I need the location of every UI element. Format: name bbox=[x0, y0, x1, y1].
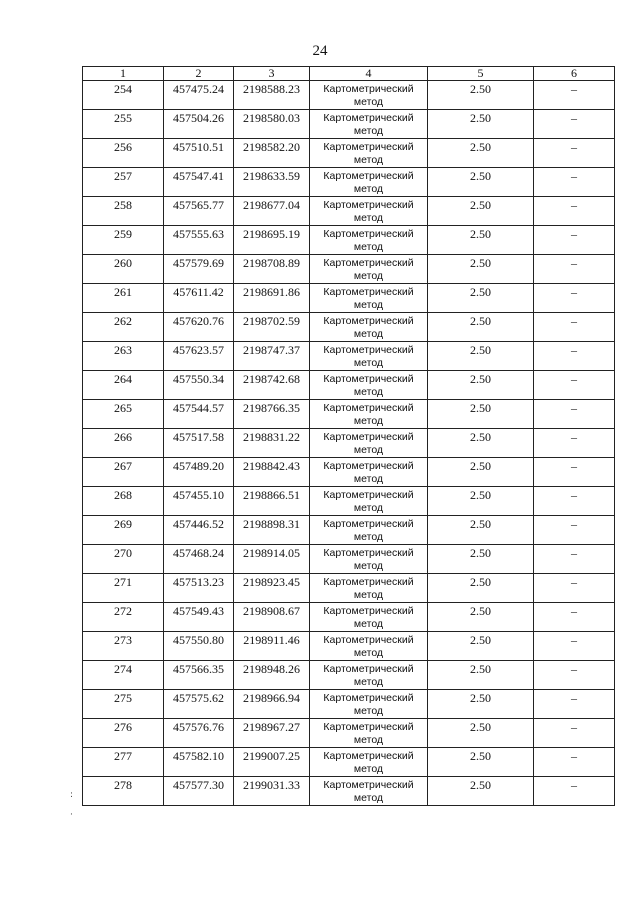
description-cell: – bbox=[534, 197, 615, 226]
table-row bbox=[83, 110, 615, 139]
method-cell: Картометрический метод bbox=[310, 226, 428, 255]
accuracy-cell: 2.50 bbox=[428, 313, 534, 342]
point-number-cell: 276 bbox=[83, 719, 164, 748]
accuracy-cell: 2.50 bbox=[428, 81, 534, 110]
accuracy-cell: 2.50 bbox=[428, 516, 534, 545]
point-number-cell: 269 bbox=[83, 516, 164, 545]
description-cell: – bbox=[534, 632, 615, 661]
table-row bbox=[83, 661, 615, 690]
point-number-cell: 259 bbox=[83, 226, 164, 255]
coordinate-x-cell: 457549.43 bbox=[164, 603, 234, 632]
coordinate-x-cell: 457550.34 bbox=[164, 371, 234, 400]
table-row bbox=[83, 226, 615, 255]
point-number-cell: 266 bbox=[83, 429, 164, 458]
accuracy-cell: 2.50 bbox=[428, 719, 534, 748]
coordinate-y-cell: 2198747.37 bbox=[234, 342, 310, 371]
accuracy-cell: 2.50 bbox=[428, 284, 534, 313]
method-cell: Картометрический метод bbox=[310, 719, 428, 748]
coordinates-table bbox=[82, 66, 615, 806]
coordinate-x-cell: 457577.30 bbox=[164, 777, 234, 806]
coordinate-x-cell: 457510.51 bbox=[164, 139, 234, 168]
coordinate-x-cell: 457582.10 bbox=[164, 748, 234, 777]
description-cell: – bbox=[534, 487, 615, 516]
method-cell: Картометрический метод bbox=[310, 168, 428, 197]
point-number-cell: 264 bbox=[83, 371, 164, 400]
method-cell: Картометрический метод bbox=[310, 777, 428, 806]
method-cell: Картометрический метод bbox=[310, 400, 428, 429]
page-number: 24 bbox=[312, 43, 328, 59]
coordinate-y-cell: 2198766.35 bbox=[234, 400, 310, 429]
point-number-cell: 257 bbox=[83, 168, 164, 197]
point-number-cell: 261 bbox=[83, 284, 164, 313]
method-cell: Картометрический метод bbox=[310, 197, 428, 226]
description-cell: – bbox=[534, 226, 615, 255]
method-cell: Картометрический метод bbox=[310, 690, 428, 719]
point-number-cell: 271 bbox=[83, 574, 164, 603]
description-cell: – bbox=[534, 603, 615, 632]
point-number-cell: 258 bbox=[83, 197, 164, 226]
coordinate-x-cell: 457623.57 bbox=[164, 342, 234, 371]
description-cell: – bbox=[534, 719, 615, 748]
accuracy-cell: 2.50 bbox=[428, 110, 534, 139]
description-cell: – bbox=[534, 690, 615, 719]
table-body bbox=[83, 81, 615, 806]
coordinate-x-cell: 457544.57 bbox=[164, 400, 234, 429]
accuracy-cell: 2.50 bbox=[428, 748, 534, 777]
coordinate-y-cell: 2198633.59 bbox=[234, 168, 310, 197]
point-number-cell: 263 bbox=[83, 342, 164, 371]
description-cell: – bbox=[534, 516, 615, 545]
coordinate-y-cell: 2199007.25 bbox=[234, 748, 310, 777]
coordinate-y-cell: 2198842.43 bbox=[234, 458, 310, 487]
table-row bbox=[83, 748, 615, 777]
point-number-cell: 270 bbox=[83, 545, 164, 574]
coordinate-y-cell: 2198914.05 bbox=[234, 545, 310, 574]
description-cell: – bbox=[534, 545, 615, 574]
coordinate-y-cell: 2198702.59 bbox=[234, 313, 310, 342]
coordinate-y-cell: 2198967.27 bbox=[234, 719, 310, 748]
coordinate-x-cell: 457468.24 bbox=[164, 545, 234, 574]
description-cell: – bbox=[534, 777, 615, 806]
accuracy-cell: 2.50 bbox=[428, 661, 534, 690]
method-cell: Картометрический метод bbox=[310, 429, 428, 458]
point-number-cell: 272 bbox=[83, 603, 164, 632]
coordinate-y-cell: 2198677.04 bbox=[234, 197, 310, 226]
table-row bbox=[83, 690, 615, 719]
method-cell: Картометрический метод bbox=[310, 284, 428, 313]
point-number-cell: 275 bbox=[83, 690, 164, 719]
coordinate-x-cell: 457565.77 bbox=[164, 197, 234, 226]
coordinate-x-cell: 457579.69 bbox=[164, 255, 234, 284]
coordinate-y-cell: 2198708.89 bbox=[234, 255, 310, 284]
method-cell: Картометрический метод bbox=[310, 748, 428, 777]
accuracy-cell: 2.50 bbox=[428, 603, 534, 632]
coordinate-y-cell: 2198898.31 bbox=[234, 516, 310, 545]
coordinate-x-cell: 457446.52 bbox=[164, 516, 234, 545]
accuracy-cell: 2.50 bbox=[428, 226, 534, 255]
point-number-cell: 265 bbox=[83, 400, 164, 429]
coordinate-x-cell: 457620.76 bbox=[164, 313, 234, 342]
accuracy-cell: 2.50 bbox=[428, 632, 534, 661]
description-cell: – bbox=[534, 748, 615, 777]
table-row bbox=[83, 81, 615, 110]
description-cell: – bbox=[534, 110, 615, 139]
coordinate-x-cell: 457576.76 bbox=[164, 719, 234, 748]
method-cell: Картометрический метод bbox=[310, 81, 428, 110]
accuracy-cell: 2.50 bbox=[428, 777, 534, 806]
accuracy-cell: 2.50 bbox=[428, 487, 534, 516]
description-cell: – bbox=[534, 458, 615, 487]
table-row bbox=[83, 545, 615, 574]
point-number-cell: 268 bbox=[83, 487, 164, 516]
coordinate-x-cell: 457513.23 bbox=[164, 574, 234, 603]
column-header: 2 bbox=[164, 67, 234, 81]
coordinate-y-cell: 2198966.94 bbox=[234, 690, 310, 719]
coordinate-y-cell: 2198580.03 bbox=[234, 110, 310, 139]
table-row bbox=[83, 574, 615, 603]
coordinate-x-cell: 457455.10 bbox=[164, 487, 234, 516]
margin-mark: : bbox=[70, 790, 74, 800]
method-cell: Картометрический метод bbox=[310, 371, 428, 400]
description-cell: – bbox=[534, 284, 615, 313]
method-cell: Картометрический метод bbox=[310, 487, 428, 516]
table-row bbox=[83, 516, 615, 545]
description-cell: – bbox=[534, 255, 615, 284]
table-row bbox=[83, 603, 615, 632]
point-number-cell: 260 bbox=[83, 255, 164, 284]
coordinate-y-cell: 2198911.46 bbox=[234, 632, 310, 661]
coordinate-y-cell: 2198691.86 bbox=[234, 284, 310, 313]
coordinate-x-cell: 457550.80 bbox=[164, 632, 234, 661]
table-row bbox=[83, 487, 615, 516]
coordinate-x-cell: 457517.58 bbox=[164, 429, 234, 458]
point-number-cell: 255 bbox=[83, 110, 164, 139]
point-number-cell: 274 bbox=[83, 661, 164, 690]
description-cell: – bbox=[534, 139, 615, 168]
accuracy-cell: 2.50 bbox=[428, 574, 534, 603]
description-cell: – bbox=[534, 342, 615, 371]
table-row bbox=[83, 371, 615, 400]
coordinate-y-cell: 2198923.45 bbox=[234, 574, 310, 603]
method-cell: Картометрический метод bbox=[310, 574, 428, 603]
coordinate-y-cell: 2198695.19 bbox=[234, 226, 310, 255]
table-row bbox=[83, 632, 615, 661]
method-cell: Картометрический метод bbox=[310, 516, 428, 545]
description-cell: – bbox=[534, 400, 615, 429]
table-row bbox=[83, 400, 615, 429]
table-row bbox=[83, 719, 615, 748]
method-cell: Картометрический метод bbox=[310, 661, 428, 690]
description-cell: – bbox=[534, 371, 615, 400]
coordinate-y-cell: 2198588.23 bbox=[234, 81, 310, 110]
description-cell: – bbox=[534, 574, 615, 603]
accuracy-cell: 2.50 bbox=[428, 371, 534, 400]
coordinate-x-cell: 457575.62 bbox=[164, 690, 234, 719]
table-row bbox=[83, 429, 615, 458]
coordinate-y-cell: 2198948.26 bbox=[234, 661, 310, 690]
accuracy-cell: 2.50 bbox=[428, 458, 534, 487]
column-header: 6 bbox=[534, 67, 615, 81]
accuracy-cell: 2.50 bbox=[428, 690, 534, 719]
description-cell: – bbox=[534, 313, 615, 342]
coordinate-y-cell: 2198908.67 bbox=[234, 603, 310, 632]
method-cell: Картометрический метод bbox=[310, 313, 428, 342]
accuracy-cell: 2.50 bbox=[428, 168, 534, 197]
description-cell: – bbox=[534, 81, 615, 110]
accuracy-cell: 2.50 bbox=[428, 342, 534, 371]
accuracy-cell: 2.50 bbox=[428, 429, 534, 458]
table-row bbox=[83, 313, 615, 342]
method-cell: Картометрический метод bbox=[310, 139, 428, 168]
method-cell: Картометрический метод bbox=[310, 632, 428, 661]
column-header: 1 bbox=[83, 67, 164, 81]
table-row bbox=[83, 284, 615, 313]
coordinate-y-cell: 2198831.22 bbox=[234, 429, 310, 458]
table-row bbox=[83, 255, 615, 284]
method-cell: Картометрический метод bbox=[310, 458, 428, 487]
coordinate-y-cell: 2198742.68 bbox=[234, 371, 310, 400]
method-cell: Картометрический метод bbox=[310, 110, 428, 139]
coordinate-y-cell: 2198582.20 bbox=[234, 139, 310, 168]
coordinate-y-cell: 2199031.33 bbox=[234, 777, 310, 806]
method-cell: Картометрический метод bbox=[310, 255, 428, 284]
table-header-row bbox=[83, 67, 615, 81]
point-number-cell: 267 bbox=[83, 458, 164, 487]
table-row bbox=[83, 458, 615, 487]
point-number-cell: 254 bbox=[83, 81, 164, 110]
coordinate-x-cell: 457611.42 bbox=[164, 284, 234, 313]
coordinate-x-cell: 457566.35 bbox=[164, 661, 234, 690]
accuracy-cell: 2.50 bbox=[428, 139, 534, 168]
margin-mark: · bbox=[70, 810, 73, 820]
point-number-cell: 277 bbox=[83, 748, 164, 777]
point-number-cell: 278 bbox=[83, 777, 164, 806]
coordinate-x-cell: 457504.26 bbox=[164, 110, 234, 139]
table-row bbox=[83, 168, 615, 197]
coordinate-x-cell: 457547.41 bbox=[164, 168, 234, 197]
description-cell: – bbox=[534, 661, 615, 690]
method-cell: Картометрический метод bbox=[310, 603, 428, 632]
point-number-cell: 273 bbox=[83, 632, 164, 661]
accuracy-cell: 2.50 bbox=[428, 255, 534, 284]
column-header: 3 bbox=[234, 67, 310, 81]
accuracy-cell: 2.50 bbox=[428, 400, 534, 429]
point-number-cell: 256 bbox=[83, 139, 164, 168]
method-cell: Картометрический метод bbox=[310, 342, 428, 371]
description-cell: – bbox=[534, 168, 615, 197]
table-row bbox=[83, 197, 615, 226]
coordinate-x-cell: 457475.24 bbox=[164, 81, 234, 110]
table-row bbox=[83, 139, 615, 168]
accuracy-cell: 2.50 bbox=[428, 545, 534, 574]
column-header: 5 bbox=[428, 67, 534, 81]
coordinate-x-cell: 457489.20 bbox=[164, 458, 234, 487]
table-row bbox=[83, 777, 615, 806]
coordinate-x-cell: 457555.63 bbox=[164, 226, 234, 255]
point-number-cell: 262 bbox=[83, 313, 164, 342]
coordinate-y-cell: 2198866.51 bbox=[234, 487, 310, 516]
method-cell: Картометрический метод bbox=[310, 545, 428, 574]
accuracy-cell: 2.50 bbox=[428, 197, 534, 226]
table-row bbox=[83, 342, 615, 371]
column-header: 4 bbox=[310, 67, 428, 81]
description-cell: – bbox=[534, 429, 615, 458]
